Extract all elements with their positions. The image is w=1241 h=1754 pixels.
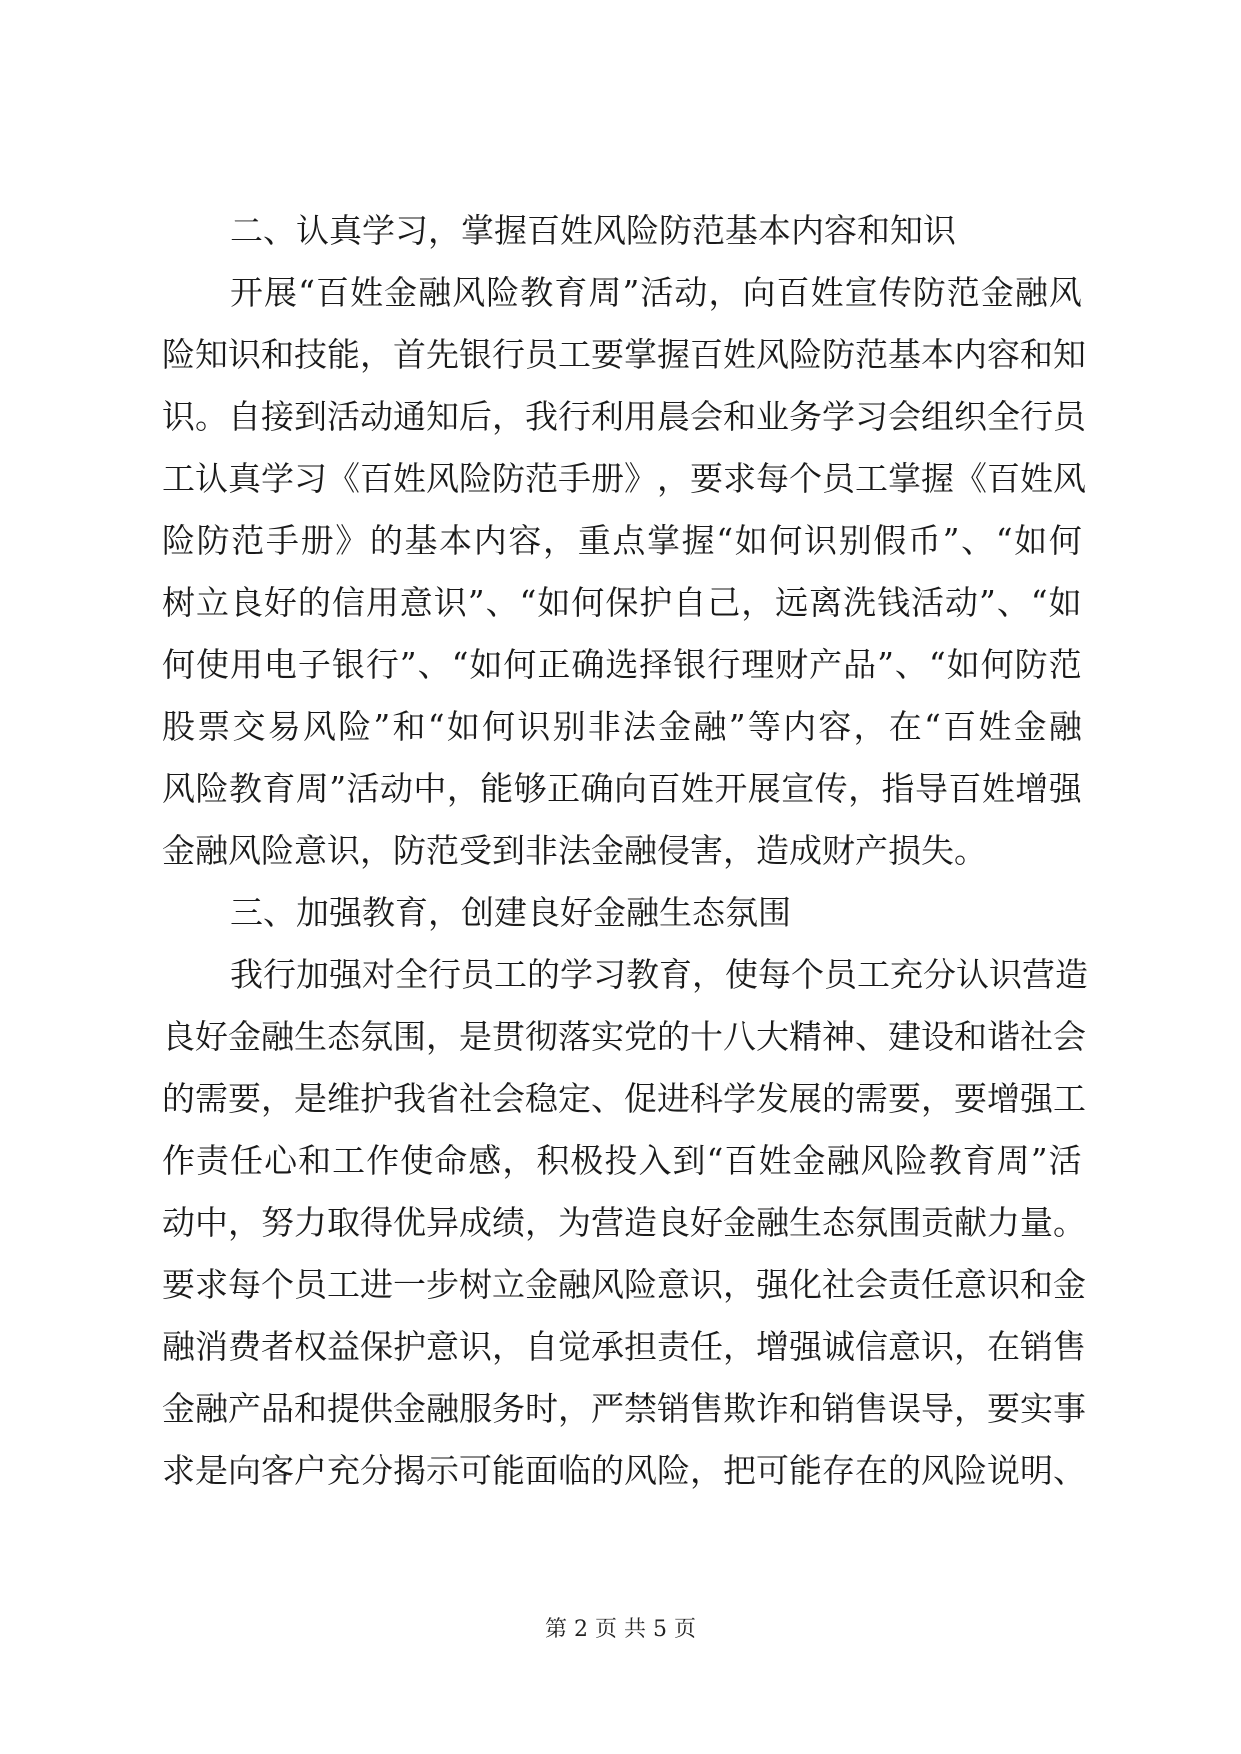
text-line: 开 展 “ 百 姓 金 融 风 险 教 育 周 ” 活 动 ， 向 百 姓 宣 传 防 范 金 融 风 (230, 273, 1082, 312)
text-line: 金 融 产 品 和 提 供 金 融 服 务 时 ， 严 禁 销 售 欺 诈 和 销 售 误 导 ， 要 实 事 (162, 1389, 1086, 1428)
text-line: 险 防 范 手 册 》 的 基 本 内 容 ， 重 点 掌 握 “ 如 何 识 别 假 币 ” 、 “ 如 何 (162, 521, 1082, 560)
text-line: 动 中 ， 努 力 取 得 优 异 成 绩 ， 为 营 造 良 好 金 融 生 态 氛 围 贡 献 力 量 。 (162, 1203, 1086, 1242)
text-line: 融 消 费 者 权 益 保 护 意 识 ， 自 觉 承 担 责 任 ， 增 强 诚 信 意 识 ， 在 销 售 (162, 1327, 1086, 1366)
text-line: 要 求 每 个 员 工 进 一 步 树 立 金 融 风 险 意 识 ， 强 化 社 会 责 任 意 识 和 金 (162, 1265, 1086, 1304)
text-line: 三、加强教育，创建良好金融生态氛围 (230, 893, 791, 932)
text-line: 的 需 要 ， 是 维 护 我 省 社 会 稳 定 、 促 进 科 学 发 展 的 需 要 ， 要 增 强 工 (162, 1079, 1086, 1118)
text-line: 风 险 教 育 周 ” 活 动 中 ， 能 够 正 确 向 百 姓 开 展 宣 传 ， 指 导 百 姓 增 强 (162, 769, 1082, 808)
text-line: 险 知 识 和 技 能 ， 首 先 银 行 员 工 要 掌 握 百 姓 风 险 防 范 基 本 内 容 和 知 (162, 335, 1086, 374)
text-line: 作 责 任 心 和 工 作 使 命 感 ， 积 极 投 入 到 “ 百 姓 金 融 风 险 教 育 周 ” 活 (162, 1141, 1082, 1180)
text-line: 求 是 向 客 户 充 分 揭 示 可 能 面 临 的 风 险 ， 把 可 能 存 在 的 风 险 说 明 、 (162, 1451, 1086, 1490)
page-number-footer: 第 2 页 共 5 页 (545, 1617, 696, 1642)
text-line: 股 票 交 易 风 险 ” 和 “ 如 何 识 别 非 法 金 融 ” 等 内 容 ， 在 “ 百 姓 金 融 (162, 707, 1082, 746)
text-line: 树 立 良 好 的 信 用 意 识 ” 、 “ 如 何 保 护 自 己 ， 远 离 洗 钱 活 动 ” 、 “ 如 (162, 583, 1082, 622)
text-line: 二、认真学习，掌握百姓风险防范基本内容和知识 (230, 211, 956, 250)
text-line: 金融风险意识，防范受到非法金融侵害，造成财产损失。 (162, 831, 987, 870)
text-line: 何 使 用 电 子 银 行 ” 、 “ 如 何 正 确 选 择 银 行 理 财 产 品 ” 、 “ 如 何 防 范 (162, 645, 1082, 684)
document-body (162, 200, 1088, 1502)
text-line: 我 行 加 强 对 全 行 员 工 的 学 习 教 育 ， 使 每 个 员 工 充 分 认 识 营 造 (230, 955, 1088, 994)
text-line: 工 认 真 学 习 《 百 姓 风 险 防 范 手 册 》 ， 要 求 每 个 员 工 掌 握 《 百 姓 风 (162, 459, 1086, 498)
text-line: 识 。 自 接 到 活 动 通 知 后 ， 我 行 利 用 晨 会 和 业 务 学 习 会 组 织 全 行 员 (162, 397, 1086, 436)
text-line: 良 好 金 融 生 态 氛 围 ， 是 贯 彻 落 实 党 的 十 八 大 精 神 、 建 设 和 谐 社 会 (162, 1017, 1086, 1056)
